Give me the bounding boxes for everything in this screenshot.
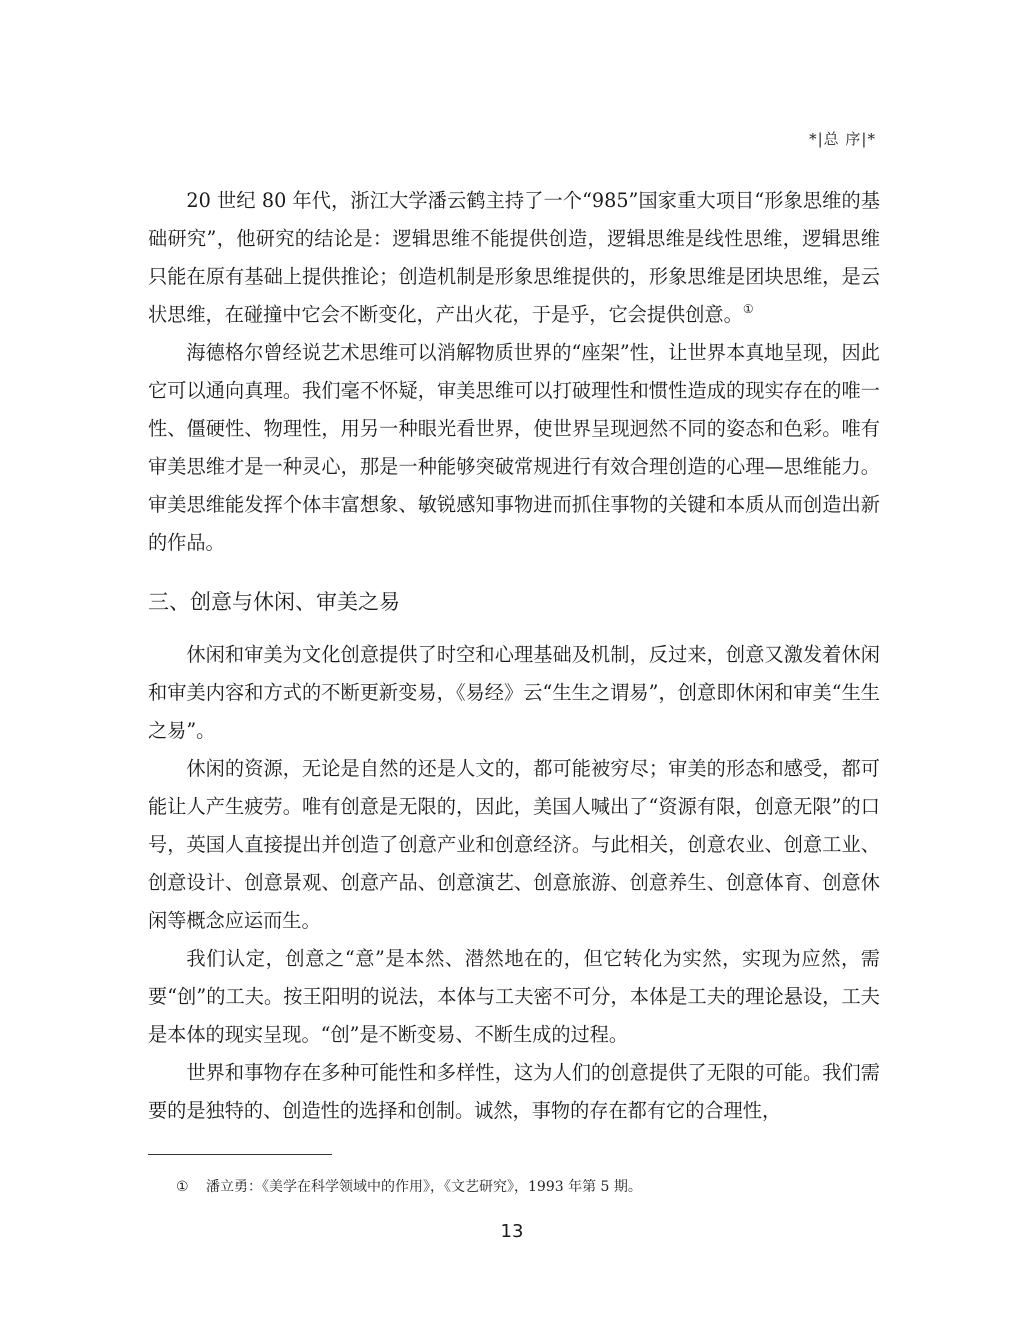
paragraph: 我们认定，创意之“意”是本然、潜然地在的，但它转化为实然，实现为应然，需要“创”的工夫。按王阳明的说法，本体与工夫密不可分，本体是工夫的理论悬设，工夫是本体的现实呈现。“创”是不断变易、不断生成的过程。 xyxy=(148,947,880,1046)
footnote-marker: ① xyxy=(176,1179,189,1195)
section-heading: 三、创意与休闲、审美之易 xyxy=(148,590,400,614)
footnote-reference[interactable]: ① xyxy=(742,302,754,316)
paragraph-text: 20 世纪 80 年代，浙江大学潘云鹤主持了一个“985”国家重大项目“形象思维的基础研究”，他研究的结论是：逻辑思维不能提供创造，逻辑思维是线性思维，逻辑思维只能在原有基础上提供推论；创造机制是形象思维提供的，形象思维是团块思维，是云状思维，在碰撞中它会不断变化，产出火花，于是乎，它会提供创意。 xyxy=(148,189,880,326)
footnote xyxy=(176,1176,642,1198)
running-header: *|总 序|* xyxy=(809,130,876,148)
page-number: 13 xyxy=(500,1221,524,1242)
paragraph: 休闲的资源，无论是自然的还是人文的，都可能被穷尽；审美的形态和感受，都可能让人产生疲劳。唯有创意是无限的，因此，美国人喊出了“资源有限，创意无限”的口号，英国人直接提出并创造了创意产业和创意经济。与此相关，创意农业、创意工业、创意设计、创意景观、创意产品、创意演艺、创意旅游、创意养生、创意体育、创意休闲等概念应运而生。 xyxy=(148,757,880,932)
paragraph xyxy=(148,182,880,334)
paragraph: 世界和事物存在多种可能性和多样性，这为人们的创意提供了无限的可能。我们需要的是独特的、创造性的选择和创制。诚然，事物的存在都有它的合理性， xyxy=(148,1061,880,1122)
body-text-block-2 xyxy=(148,636,880,1130)
paragraph: 休闲和审美为文化创意提供了时空和心理基础及机制，反过来，创意又激发着休闲和审美内容和方式的不断更新变易，《易经》云“生生之谓易”，创意即休闲和审美“生生之易”。 xyxy=(148,643,880,742)
body-text-block-1 xyxy=(148,182,880,562)
footnote-divider xyxy=(148,1154,332,1155)
footnote-text: 潘立勇：《美学在科学领域中的作用》，《文艺研究》，1993 年第 5 期。 xyxy=(206,1179,642,1195)
paragraph: 海德格尔曾经说艺术思维可以消解物质世界的“座架”性，让世界本真地呈现，因此它可以通向真理。我们毫不怀疑，审美思维可以打破理性和惯性造成的现实存在的唯一性、僵硬性、物理性，用另一种眼光看世界，使世界呈现迥然不同的姿态和色彩。唯有审美思维才是一种灵心，那是一种能够突破常规进行有效合理创造的心理—思维能力。审美思维能发挥个体丰富想象、敏锐感知事物进而抓住事物的关键和本质从而创造出新的作品。 xyxy=(148,341,880,554)
